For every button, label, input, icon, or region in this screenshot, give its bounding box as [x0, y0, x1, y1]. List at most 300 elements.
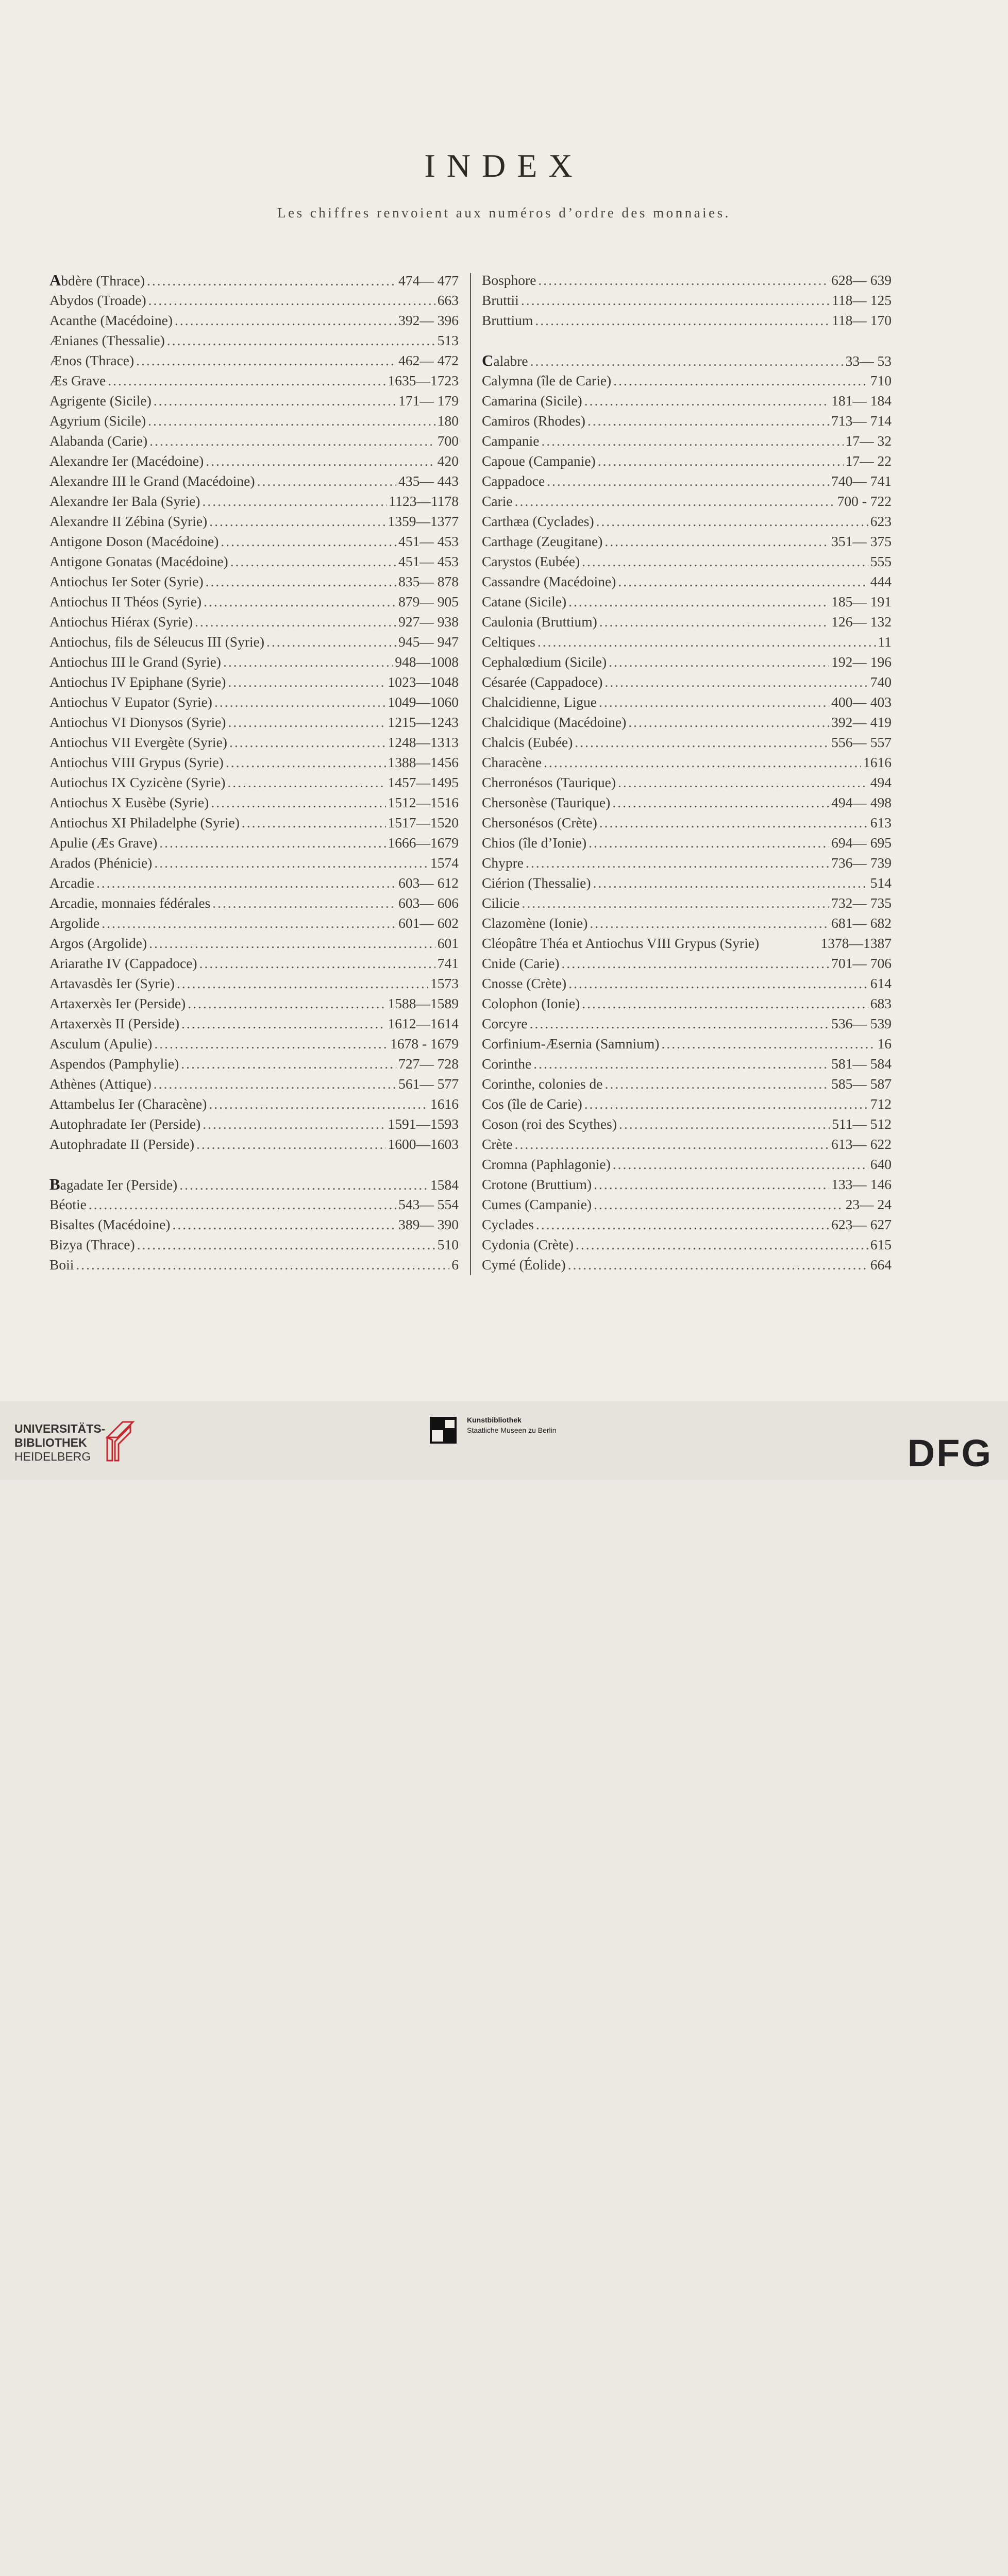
dot-leader [203, 1114, 385, 1134]
entry-name: Corfinium-Æsernia (Samnium) [482, 1036, 660, 1052]
entry-name: Cymé (Éolide) [482, 1257, 566, 1273]
entry-reference: 732— 735 [831, 895, 892, 911]
dot-leader [159, 833, 385, 853]
entry-reference: 613— 622 [831, 1136, 892, 1152]
entry-reference: 1666—1679 [388, 835, 459, 851]
entry-name: Asculum (Apulie) [49, 1036, 153, 1052]
dot-leader [136, 350, 396, 370]
index-entry [482, 1154, 892, 1174]
index-entry [482, 1234, 892, 1255]
index-entry [49, 1194, 459, 1214]
dot-leader [575, 732, 829, 752]
index-entry [49, 1134, 459, 1154]
index-entry [49, 833, 459, 853]
index-entry [49, 712, 459, 732]
entry-name: Argolide [49, 915, 100, 931]
entry-name: Calymna (île de Carie) [482, 372, 612, 388]
index-entry [49, 812, 459, 833]
index-entry [49, 893, 459, 913]
index-entry [482, 1054, 892, 1074]
index-column-left [49, 270, 459, 1275]
entry-reference: 736— 739 [831, 855, 892, 871]
dot-leader [149, 431, 435, 451]
index-entry [482, 692, 892, 712]
index-entry [482, 551, 892, 571]
entry-reference: 33— 53 [845, 353, 892, 369]
entry-name: Acanthe (Macédoine) [49, 312, 173, 328]
index-entry [482, 1174, 892, 1194]
dot-leader [209, 1094, 428, 1114]
entry-name: Celtiques [482, 634, 535, 650]
entry-name: Césarée (Cappadoce) [482, 674, 603, 690]
entry-reference: 16 [877, 1036, 892, 1052]
entry-reference: 1573 [430, 975, 459, 991]
entry-reference: 1215—1243 [388, 714, 459, 730]
index-entry [482, 672, 892, 692]
index-entry [482, 612, 892, 632]
entry-name: Chalcidienne, Ligue [482, 694, 597, 710]
entry-reference: 603— 612 [398, 875, 459, 891]
entry-reference: 681— 682 [831, 915, 892, 931]
entry-name: Antiochus IV Epiphane (Syrie) [49, 674, 226, 690]
index-entry [49, 913, 459, 933]
entry-name: Boii [49, 1257, 74, 1273]
index-entry [482, 591, 892, 612]
index-entry [482, 1194, 892, 1214]
entry-name: Bisaltes (Macédoine) [49, 1216, 171, 1232]
entry-reference: 126— 132 [831, 614, 892, 630]
entry-initial: C [482, 351, 494, 369]
index-entry [482, 953, 892, 973]
entry-reference: 181— 184 [831, 393, 892, 409]
entry-name: Cyclades [482, 1216, 534, 1232]
index-entry [482, 350, 892, 370]
dot-leader [221, 531, 396, 551]
entry-name: Æs Grave [49, 372, 106, 388]
entry-name: Coson (roi des Scythes) [482, 1116, 617, 1132]
entry-reference: 23— 24 [845, 1196, 892, 1212]
entry-name: Corinthe, colonies de [482, 1076, 603, 1092]
index-entry [49, 973, 459, 993]
dot-leader [223, 652, 393, 672]
dot-leader [196, 1134, 385, 1154]
dot-leader [530, 1013, 830, 1033]
entry-reference: 613 [870, 815, 892, 831]
dot-leader [195, 612, 396, 632]
index-entry [482, 893, 892, 913]
entry-name: Crète [482, 1136, 513, 1152]
entry-name: Carystos (Eubée) [482, 553, 580, 569]
index-entry [49, 1234, 459, 1255]
dot-leader [590, 913, 829, 933]
entry-reference: 945— 947 [398, 634, 459, 650]
dot-leader [533, 1054, 829, 1074]
dot-leader [619, 1114, 830, 1134]
entry-name: Cydonia (Crète) [482, 1236, 574, 1252]
dot-leader [76, 1255, 449, 1275]
entry-reference: 1635—1723 [388, 372, 459, 388]
ub-logo-line2: BIBLIOTHEK [14, 1436, 87, 1449]
entry-name: Chalcis (Eubée) [482, 734, 573, 750]
dot-leader [228, 672, 385, 692]
entry-name: Caulonia (Bruttium) [482, 614, 597, 630]
ub-logo-line1: UNIVERSITÄTS- [14, 1422, 106, 1435]
dot-leader [661, 1033, 875, 1054]
entry-name: Camiros (Rhodes) [482, 413, 585, 429]
entry-reference: 1512—1516 [388, 794, 459, 810]
dot-leader [628, 712, 829, 732]
index-entry [482, 491, 892, 511]
index-entry [49, 873, 459, 893]
kunstbibliothek-logo-icon [430, 1417, 457, 1444]
entry-name: Cumes (Campanie) [482, 1196, 592, 1212]
entry-name [482, 350, 528, 371]
entry-name: Agrigente (Sicile) [49, 393, 152, 409]
index-entry [482, 772, 892, 792]
entry-name: Antigone Doson (Macédoine) [49, 533, 219, 549]
index-entry [49, 1214, 459, 1234]
dot-leader [576, 1234, 868, 1255]
entry-name: Antiochus II Théos (Syrie) [49, 594, 202, 609]
entry-name: Antiochus Ier Soter (Syrie) [49, 573, 204, 589]
entry-name: Antiochus VIII Grypus (Syrie) [49, 754, 224, 770]
index-entry [482, 411, 892, 431]
dot-leader [547, 471, 829, 491]
index-entry [49, 350, 459, 370]
entry-name: Alabanda (Carie) [49, 433, 148, 449]
entry-name: Carie [482, 493, 513, 509]
dot-leader [204, 591, 396, 612]
dot-leader [584, 1094, 868, 1114]
entry-reference: 1616 [863, 754, 892, 770]
dot-leader [96, 873, 396, 893]
kb-institution: Staatliche Museen zu Berlin [467, 1426, 557, 1434]
entry-reference: 1616 [430, 1096, 459, 1112]
dot-leader [209, 511, 385, 531]
entry-name: Cos (île de Carie) [482, 1096, 582, 1112]
dot-leader [179, 1175, 428, 1195]
entry-name: Arcadie, monnaies fédérales [49, 895, 211, 911]
index-entry [49, 571, 459, 591]
dot-leader [599, 692, 829, 712]
dot-leader [181, 1013, 386, 1033]
entry-reference: 948—1008 [395, 654, 459, 670]
index-entry [49, 792, 459, 812]
index-entry [482, 1255, 892, 1275]
index-entry [482, 471, 892, 491]
dot-leader [594, 1174, 829, 1194]
index-entry [482, 1114, 892, 1134]
entry-reference: 1388—1456 [388, 754, 459, 770]
index-entry [49, 1033, 459, 1054]
index-entry [482, 431, 892, 451]
index-entry [482, 732, 892, 752]
entry-reference: 683 [870, 995, 892, 1011]
entry-reference: 581— 584 [831, 1056, 892, 1072]
entry-name: Aspendos (Pamphylie) [49, 1056, 179, 1072]
entry-reference: 1574 [430, 855, 459, 871]
dot-leader [206, 451, 435, 471]
dot-leader [538, 270, 829, 290]
dot-leader [598, 451, 844, 471]
entry-name: Cilicie [482, 895, 520, 911]
entry-reference: 451— 453 [398, 533, 459, 549]
index-entry [49, 491, 459, 511]
index-entry [49, 591, 459, 612]
dot-leader [568, 1255, 868, 1275]
entry-initial: B [49, 1175, 60, 1193]
entry-reference: 1049—1060 [388, 694, 459, 710]
dot-leader [172, 1214, 396, 1234]
entry-reference: 727— 728 [398, 1056, 459, 1072]
dfg-logo[interactable]: DFG [907, 1432, 993, 1475]
entry-name: Artaxerxès Ier (Perside) [49, 995, 186, 1011]
entry-reference: 713— 714 [831, 413, 892, 429]
entry-reference: 601— 602 [398, 915, 459, 931]
entry-name: Argos (Argolide) [49, 935, 147, 951]
entry-reference: 192— 196 [831, 654, 892, 670]
entry-name: Cnide (Carie) [482, 955, 560, 971]
entry-reference: 400— 403 [831, 694, 892, 710]
index-entry [49, 993, 459, 1013]
index-entry [49, 672, 459, 692]
entry-reference: 392— 419 [831, 714, 892, 730]
entry-reference: 640 [870, 1156, 892, 1172]
dot-leader [612, 792, 829, 812]
dot-leader [618, 772, 868, 792]
index-entry [482, 873, 892, 893]
entry-name: Antiochus VII Evergète (Syrie) [49, 734, 227, 750]
index-entry [482, 712, 892, 732]
entry-reference: 700 - 722 [837, 493, 892, 509]
entry-reference: 543— 554 [398, 1196, 459, 1212]
dot-leader [188, 993, 385, 1013]
entry-name: Antiochus VI Dionysos (Syrie) [49, 714, 226, 730]
entry-name: Athènes (Attique) [49, 1076, 152, 1092]
entry-reference: 1457—1495 [388, 774, 459, 790]
entry-name: Chalcidique (Macédoine) [482, 714, 627, 730]
entry-name: Catane (Sicile) [482, 594, 567, 609]
dot-leader [604, 531, 829, 551]
entry-reference: 700 [437, 433, 459, 449]
dot-leader [515, 1134, 830, 1154]
dot-leader [521, 290, 830, 310]
dot-leader [609, 652, 829, 672]
entry-name: Cléopâtre Théa et Antiochus VIII Grypus (Syrie) [482, 935, 760, 951]
ub-emblem-icon [102, 1417, 138, 1463]
entry-reference: 701— 706 [831, 955, 892, 971]
index-entry [482, 632, 892, 652]
dot-leader [515, 491, 835, 511]
index-entry [482, 1074, 892, 1094]
entry-reference: 420 [437, 453, 459, 469]
dot-leader [593, 873, 868, 893]
dot-leader [228, 712, 385, 732]
index-entry [49, 290, 459, 310]
dot-leader [266, 632, 396, 652]
index-entry [482, 310, 892, 330]
entry-reference: 1612—1614 [388, 1015, 459, 1031]
entry-reference: 171— 179 [398, 393, 459, 409]
dot-leader [530, 351, 844, 371]
index-entry [49, 370, 459, 391]
entry-name: Autophradate Ier (Perside) [49, 1116, 201, 1132]
entry-name: Antiochus V Eupator (Syrie) [49, 694, 212, 710]
entry-reference: 664 [870, 1257, 892, 1273]
entry-reference: 494— 498 [831, 794, 892, 810]
entry-reference: 514 [870, 875, 892, 891]
index-entry [49, 1013, 459, 1033]
entry-reference: 451— 453 [398, 553, 459, 569]
entry-name: Antiochus XI Philadelphe (Syrie) [49, 815, 240, 831]
entry-reference: 462— 472 [398, 352, 459, 368]
index-entry [482, 270, 892, 290]
entry-reference: 494 [870, 774, 892, 790]
dot-leader [206, 571, 397, 591]
entry-reference: 536— 539 [831, 1015, 892, 1031]
index-entry [49, 551, 459, 571]
entry-initial: A [49, 271, 61, 289]
entry-name: Antiochus Hiérax (Syrie) [49, 614, 193, 630]
entry-name: Clazomène (Ionie) [482, 915, 588, 931]
entry-name: Agyrium (Sicile) [49, 413, 146, 429]
index-entry [49, 612, 459, 632]
entry-reference: 17— 32 [845, 433, 892, 449]
entry-name: Alexandre Ier (Macédoine) [49, 453, 204, 469]
entry-name: Cephalœdium (Sicile) [482, 654, 607, 670]
dot-leader [542, 431, 844, 451]
entry-reference: 392— 396 [398, 312, 459, 328]
kunstbibliothek-label [467, 1415, 557, 1435]
entry-name: Antiochus III le Grand (Syrie) [49, 654, 221, 670]
dot-leader [211, 792, 385, 812]
entry-name: Ænos (Thrace) [49, 352, 135, 368]
entry-reference: 118— 125 [832, 292, 892, 308]
entry-name: Crotone (Bruttium) [482, 1176, 592, 1192]
dot-leader [604, 1074, 829, 1094]
entry-reference: 694— 695 [831, 835, 892, 851]
entry-name: Artaxerxès II (Perside) [49, 1015, 179, 1031]
entry-name: Bizya (Thrace) [49, 1236, 135, 1252]
index-entry [482, 511, 892, 531]
entry-reference: 710 [870, 372, 892, 388]
dot-leader [137, 1234, 435, 1255]
index-entry [49, 652, 459, 672]
index-entry [482, 370, 892, 391]
dot-leader [582, 993, 868, 1013]
ub-logo-line3: HEIDELBERG [14, 1450, 91, 1463]
index-entry [49, 471, 459, 491]
dot-leader [536, 1214, 829, 1234]
entry-name: Alexandre Ier Bala (Syrie) [49, 493, 200, 509]
dot-leader [613, 370, 868, 391]
entry-reference: 585— 587 [831, 1076, 892, 1092]
dot-leader [257, 471, 397, 491]
dot-leader [599, 612, 829, 632]
dot-leader [589, 833, 829, 853]
entry-reference: 556— 557 [831, 734, 892, 750]
index-entry [49, 1255, 459, 1275]
entry-name: Ænianes (Thessalie) [49, 332, 165, 348]
entry-name: Chersonèse (Taurique) [482, 794, 611, 810]
entry-reference: 474— 477 [398, 273, 459, 289]
index-entry [49, 953, 459, 973]
dot-leader [568, 973, 868, 993]
entry-reference: 663 [437, 292, 459, 308]
index-entry [49, 1074, 459, 1094]
entry-name: Carthage (Zeugitane) [482, 533, 603, 549]
index-entry [49, 692, 459, 712]
index-entry [482, 571, 892, 591]
dot-leader [148, 290, 435, 310]
dot-leader [582, 551, 868, 571]
entry-reference: 623— 627 [831, 1216, 892, 1232]
entry-name: Cappadoce [482, 473, 545, 489]
dot-leader [108, 370, 385, 391]
entry-name: Arcadie [49, 875, 95, 891]
dot-leader [154, 1074, 396, 1094]
entry-name: Autophradate II (Perside) [49, 1136, 195, 1152]
entry-name: Bruttium [482, 312, 533, 328]
entry-reference: 444 [870, 573, 892, 589]
index-entry [49, 391, 459, 411]
entry-name: Chersonésos (Crète) [482, 815, 597, 831]
entry-name: Alexandre III le Grand (Macédoine) [49, 473, 255, 489]
entry-reference: 835— 878 [398, 573, 459, 589]
dot-leader [242, 812, 386, 833]
entry-reference: 513 [437, 332, 459, 348]
entry-reference: 740 [870, 674, 892, 690]
index-entry [49, 752, 459, 772]
entry-name: Capoue (Campanie) [482, 453, 596, 469]
dot-leader [154, 1033, 388, 1054]
dot-leader [526, 853, 829, 873]
entry-reference: 133— 146 [831, 1176, 892, 1192]
entry-name: Apulie (Æs Grave) [49, 835, 158, 851]
index-entry [482, 812, 892, 833]
entry-reference: 511— 512 [832, 1116, 892, 1132]
entry-reference: 351— 375 [831, 533, 892, 549]
dot-leader [584, 391, 829, 411]
index-entry [482, 1134, 892, 1154]
entry-name: Attambelus Ier (Characène) [49, 1096, 207, 1112]
dot-leader [202, 491, 387, 511]
viewer-footer [0, 1401, 1008, 1480]
ub-heidelberg-logo[interactable] [14, 1422, 105, 1464]
dot-leader [149, 933, 435, 953]
entry-name-rest: alabre [493, 353, 528, 369]
entry-name: Bosphore [482, 272, 536, 288]
entry-name: Béotie [49, 1196, 87, 1212]
index-entry [482, 752, 892, 772]
index-entry [49, 772, 459, 792]
entry-reference: 603— 606 [398, 895, 459, 911]
entry-reference: 623 [870, 513, 892, 529]
index-entry [482, 973, 892, 993]
index-entry [49, 330, 459, 350]
dot-leader [212, 893, 396, 913]
index-entry [482, 290, 892, 310]
entry-name: Chypre [482, 855, 524, 871]
entry-reference: 180 [437, 413, 459, 429]
entry-name: Characène [482, 754, 542, 770]
entry-reference: 435— 443 [398, 473, 459, 489]
entry-reference: 510 [437, 1236, 459, 1252]
entry-name: Corinthe [482, 1056, 532, 1072]
entry-reference: 185— 191 [831, 594, 892, 609]
page-subtitle: Les chiffres renvoient aux numéros d’ordre des monnaies. [277, 205, 731, 221]
dot-leader [154, 391, 396, 411]
